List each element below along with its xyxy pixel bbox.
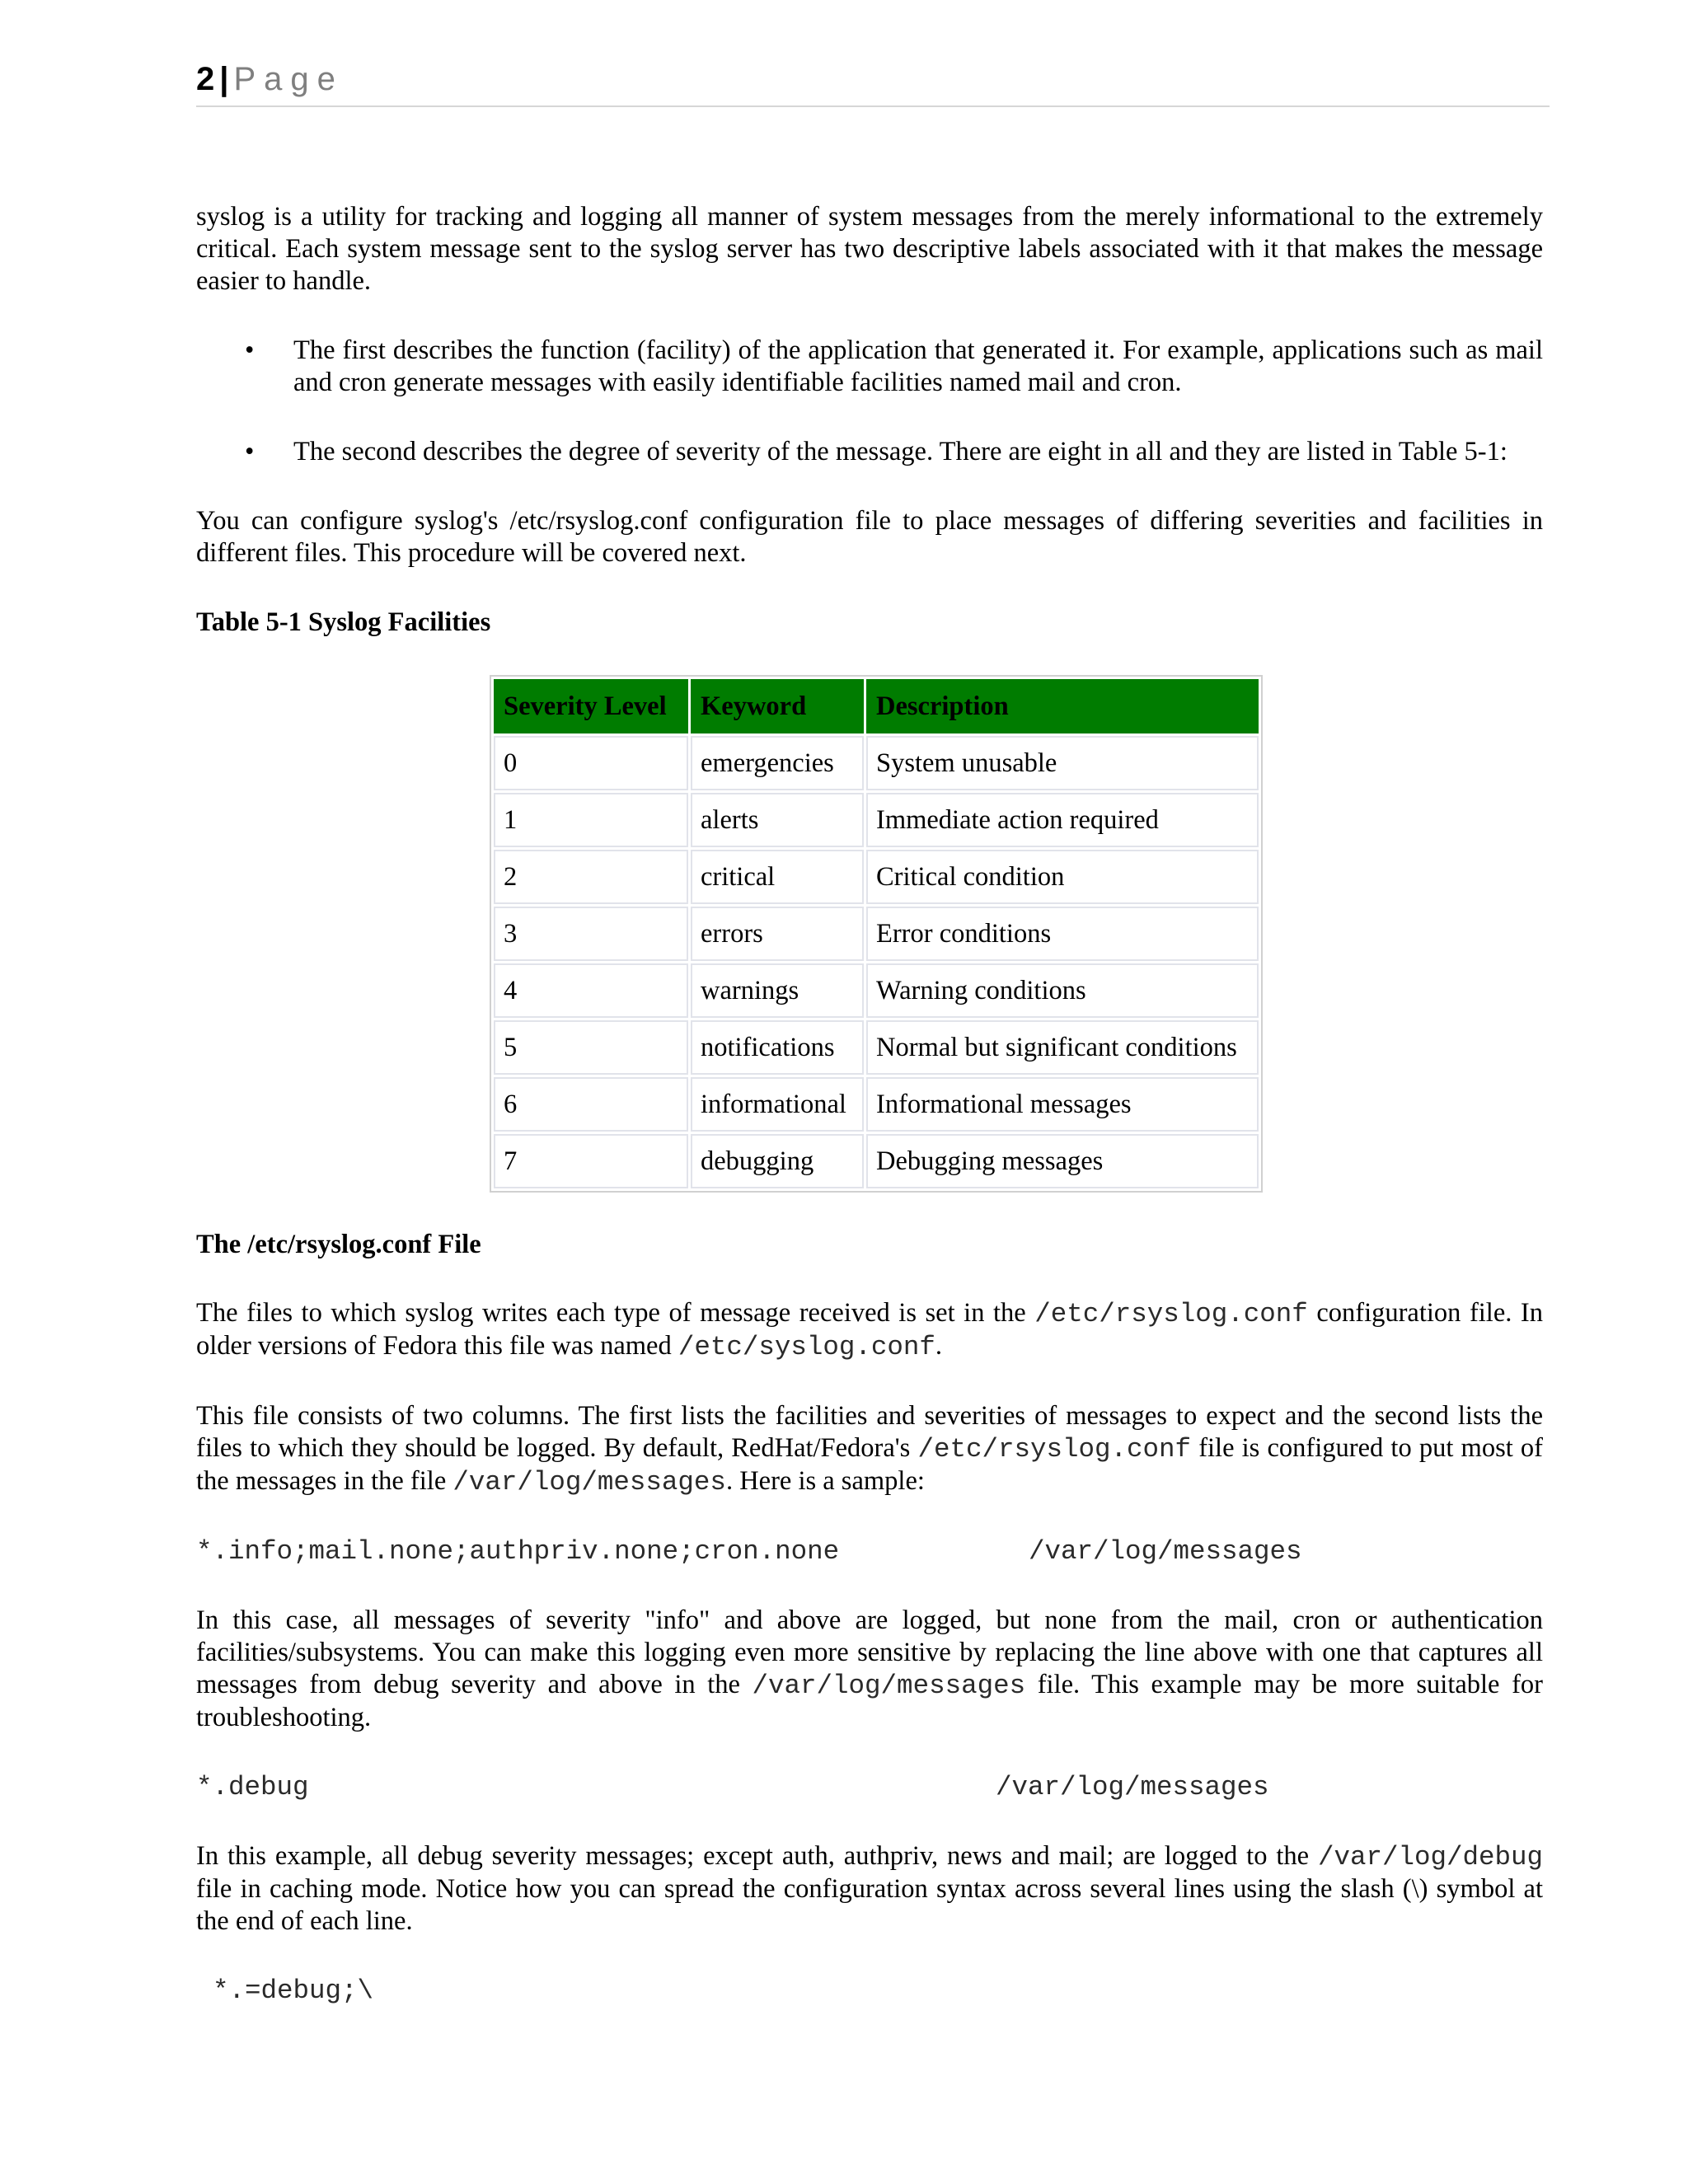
cell-keyword: informational <box>691 1077 864 1132</box>
cell-keyword: warnings <box>691 963 864 1018</box>
text-run: configuration file. In older versions of Fedora this file was named <box>196 1298 1544 1361</box>
cell-keyword: emergencies <box>691 736 864 790</box>
cell-description: Immediate action required <box>866 793 1259 847</box>
table-row <box>494 1134 1259 1188</box>
table-row <box>494 907 1259 961</box>
inline-code: /etc/syslog.conf <box>678 1332 935 1362</box>
text-run: file in caching mode. Notice how you can spread the configuration syntax across several lines using the slash (\) symbol at the end of each line. <box>196 1874 1543 1936</box>
text-run: file. This example may be more suitable for troubleshooting. <box>196 1670 1543 1732</box>
column-header-keyword: Keyword <box>691 679 864 733</box>
cell-severity-level: 4 <box>494 963 688 1018</box>
code-selector: *.=debug;\ <box>213 1975 374 2006</box>
cell-description: Debugging messages <box>866 1134 1259 1188</box>
intro-paragraph: syslog is a utility for tracking and logging all manner of system messages from the merely informational to the extremely critical. Each system message sent to the syslog server has two descriptive labels associated with it that makes the message easier to handle. <box>196 202 1543 296</box>
page-number: 2 <box>196 61 215 97</box>
column-header-description: Description <box>866 679 1259 733</box>
inline-code: /var/log/debug <box>1317 1842 1543 1872</box>
code-destination: /var/log/messages <box>1029 1536 1302 1567</box>
text-run: file is configured to put most of the messages in the file <box>196 1433 1543 1496</box>
cell-description: Error conditions <box>866 907 1259 961</box>
cell-description: Critical condition <box>866 850 1259 904</box>
cell-severity-level: 0 <box>494 736 688 790</box>
section-heading: The /etc/rsyslog.conf File <box>196 1230 481 1259</box>
cell-keyword: notifications <box>691 1020 864 1075</box>
header-separator: | <box>219 61 229 97</box>
cell-description: Warning conditions <box>866 963 1259 1018</box>
table-header-row <box>494 679 1259 733</box>
bullet-text: The second describes the degree of severity of the message. There are eight in all and they are listed in Table 5-1: <box>293 437 1507 466</box>
columns-paragraph <box>196 1400 1543 1498</box>
cell-description: System unusable <box>866 736 1259 790</box>
text-run: This file consists of two columns. The first lists the facilities and severities of messages to expect and the second lists the files to which they should be logged. By default, RedHat/Fedora's <box>196 1401 1543 1463</box>
inline-code: /var/log/messages <box>752 1671 1026 1701</box>
debug-explanation-paragraph <box>196 1840 1543 1938</box>
info-explanation-paragraph <box>196 1605 1543 1734</box>
bullet-list <box>196 335 1543 468</box>
column-header-severity-level: Severity Level <box>494 679 688 733</box>
inline-code: /var/log/messages <box>452 1467 726 1497</box>
code-sample-equal-debug <box>196 1975 1543 2008</box>
cell-keyword: alerts <box>691 793 864 847</box>
cell-keyword: errors <box>691 907 864 961</box>
page-label: Page <box>233 61 344 97</box>
table-row <box>494 850 1259 904</box>
list-item <box>196 436 1543 468</box>
code-sample-info <box>196 1535 1543 1568</box>
table-row <box>494 963 1259 1018</box>
text-run: In this case, all messages of severity "info" and above are logged, but none from the mail, cron or authentication facilities/subsystems. You can make this logging even more sensitive by replacing the line above with one that captures all messages from debug severity and above in the <box>196 1605 1543 1699</box>
cell-description: Normal but significant conditions <box>866 1020 1259 1075</box>
text-run: . <box>935 1331 943 1361</box>
code-selector: *.info;mail.none;authpriv.none;cron.none <box>196 1536 840 1567</box>
list-item <box>196 335 1543 399</box>
severity-table <box>490 675 1263 1193</box>
cell-severity-level: 3 <box>494 907 688 961</box>
text-run: . Here is a sample: <box>725 1466 925 1496</box>
inline-code: /etc/rsyslog.conf <box>917 1434 1192 1465</box>
rsyslog-intro-paragraph <box>196 1297 1543 1363</box>
table-row <box>494 1020 1259 1075</box>
code-sample-debug <box>196 1771 1543 1804</box>
text-run: In this example, all debug severity messages; except auth, authpriv, news and mail; are logged to the <box>196 1841 1318 1871</box>
config-paragraph: You can configure syslog's /etc/rsyslog.conf configuration file to place messages of differing severities and facilities in different files. This procedure will be covered next. <box>196 506 1543 568</box>
table-caption: Table 5-1 Syslog Facilities <box>196 607 491 637</box>
bullet-text: The first describes the function (facility) of the application that generated it. For example, applications such as mail and cron generate messages with easily identifiable facilities named mail and cron. <box>293 335 1543 397</box>
cell-keyword: debugging <box>691 1134 864 1188</box>
table-row <box>494 736 1259 790</box>
cell-description: Informational messages <box>866 1077 1259 1132</box>
code-destination: /var/log/messages <box>996 1772 1269 1802</box>
cell-keyword: critical <box>691 850 864 904</box>
bullet-icon: • <box>245 437 255 466</box>
cell-severity-level: 2 <box>494 850 688 904</box>
document-body <box>196 201 1543 2044</box>
cell-severity-level: 1 <box>494 793 688 847</box>
table-row <box>494 793 1259 847</box>
cell-severity-level: 5 <box>494 1020 688 1075</box>
cell-severity-level: 7 <box>494 1134 688 1188</box>
table-row <box>494 1077 1259 1132</box>
inline-code: /etc/rsyslog.conf <box>1034 1299 1308 1329</box>
bullet-icon: • <box>245 335 255 365</box>
page-header <box>196 59 1550 107</box>
code-selector: *.debug <box>196 1772 309 1802</box>
text-run: The files to which syslog writes each type of message received is set in the <box>196 1298 1035 1328</box>
cell-severity-level: 6 <box>494 1077 688 1132</box>
